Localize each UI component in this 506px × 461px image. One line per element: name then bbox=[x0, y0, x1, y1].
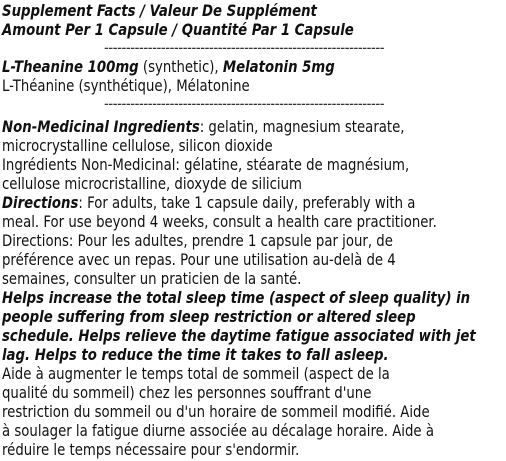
separator-bottom: ---------------------------------------------------------------- bbox=[104, 94, 385, 113]
claim-en-2: people suffering from sleep restriction or altered sleep bbox=[2, 307, 416, 326]
non-medicinal-ingredients bbox=[2, 117, 405, 136]
non-medicinal-fr-1: Ingrédients Non-Medicinal: gélatine, stéarate de magnésium, bbox=[2, 155, 410, 174]
directions-text: : For adults, take 1 capsule daily, preferably with a bbox=[78, 193, 416, 212]
claim-fr-5: réduire le temps nécessaire pour s'endormir. bbox=[2, 440, 300, 459]
claim-fr-1: Aide à augmenter le temps total de sommeil (aspect de la bbox=[2, 364, 390, 383]
ingredient-l-theanine: L-Theanine 100mg bbox=[2, 57, 139, 76]
medicinal-ingredients bbox=[2, 57, 335, 76]
directions-fr-1: Directions: Pour les adultes, prendre 1 capsule par jour, de bbox=[2, 231, 393, 250]
serving-size: Amount Per 1 Capsule / Quantité Par 1 Capsule bbox=[2, 20, 354, 39]
directions bbox=[2, 193, 415, 212]
separator-top: ---------------------------------------------------------------- bbox=[104, 38, 385, 57]
directions-fr-2: préférence avec un repas. Pour une utilisation au-delà de 4 bbox=[2, 250, 396, 269]
non-medicinal-fr-2: cellulose microcristalline, dioxyde de silicium bbox=[2, 174, 302, 193]
label-title: Supplement Facts / Valeur De Supplément bbox=[2, 1, 317, 20]
ingredient-melatonin: Melatonin 5mg bbox=[222, 57, 335, 76]
claim-fr-3: restriction du sommeil ou d'un horaire de sommeil modifié. Aide bbox=[2, 402, 430, 421]
non-medicinal-text-2: microcrystalline cellulose, silicon dioxide bbox=[2, 136, 273, 155]
claim-fr-4: à soulager la fatigue diurne associée au décalage horaire. Aide à bbox=[2, 421, 434, 440]
medicinal-ingredients-fr: L-Théanine (synthétique), Mélatonine bbox=[2, 76, 250, 95]
claim-en-4: lag. Helps to reduce the time it takes to fall asleep. bbox=[2, 345, 389, 364]
ingredient-note: (synthetic), bbox=[138, 57, 223, 76]
claim-en-3: schedule. Helps relieve the daytime fatigue associated with jet bbox=[2, 326, 476, 345]
claim-en-1: Helps increase the total sleep time (aspect of sleep quality) in bbox=[2, 288, 471, 307]
non-medicinal-text: : gelatin, magnesium stearate, bbox=[199, 117, 405, 136]
directions-fr-3: semaines, consulter un praticien de la santé. bbox=[2, 269, 302, 288]
directions-text-2: meal. For use beyond 4 weeks, consult a health care practitioner. bbox=[2, 212, 437, 231]
directions-heading: Directions bbox=[2, 193, 79, 212]
claim-fr-2: qualité du sommeil) chez les personnes souffrant d'une bbox=[2, 383, 372, 402]
non-medicinal-heading: Non-Medicinal Ingredients bbox=[2, 117, 200, 136]
